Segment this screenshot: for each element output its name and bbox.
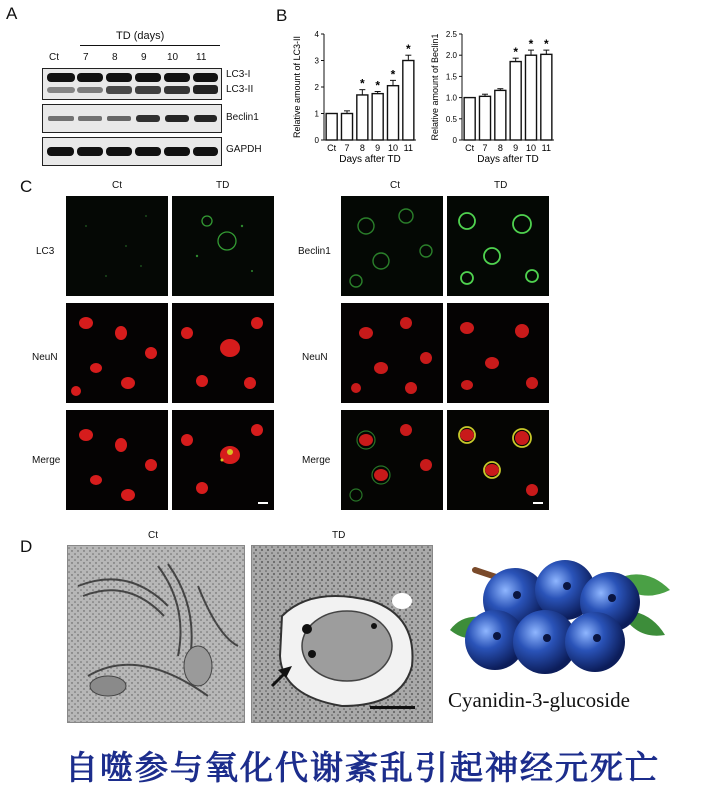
band: [135, 147, 161, 156]
lane-labels: [42, 52, 220, 66]
bar: [341, 114, 352, 141]
band: [78, 116, 102, 121]
band: [77, 87, 103, 93]
bar: [479, 96, 490, 140]
lane-label: 10: [167, 52, 179, 63]
micrograph-merge-ct: [66, 410, 168, 510]
band-label-lc3-2: LC3-II: [226, 84, 254, 95]
x-tick-label: 7: [482, 143, 488, 153]
band: [165, 115, 189, 122]
beclin-bands: [43, 105, 221, 132]
micrograph-lc3-td: [172, 196, 274, 296]
row-label-neun-right: NeuN: [302, 352, 328, 363]
y-tick-label: 2.0: [445, 51, 457, 61]
micrograph-lc3-ct: [66, 196, 168, 296]
significance-star: *: [390, 67, 396, 82]
col-label-ct: Ct: [112, 180, 122, 191]
band-label-beclin: Beclin1: [226, 112, 259, 123]
em-micrograph-ct: [67, 545, 245, 723]
bar: [541, 54, 552, 140]
lc3-bands: [43, 69, 221, 99]
y-tick-label: 2: [314, 83, 319, 92]
y-axis-label: Relative amount of Beclin1: [430, 33, 440, 141]
gapdh-blot: [42, 137, 222, 166]
band: [107, 116, 131, 121]
x-tick-label: 11: [403, 143, 414, 153]
row-label-lc3: LC3: [36, 246, 55, 257]
panel-label-d: D: [20, 537, 33, 556]
bar: [495, 90, 506, 140]
band: [48, 116, 74, 121]
y-tick-label: 0: [452, 136, 457, 145]
band: [164, 73, 190, 82]
y-tick-label: 1.5: [445, 72, 457, 82]
micrograph-beclin1-td: [447, 196, 549, 296]
significance-star: *: [528, 37, 534, 52]
significance-star: *: [375, 78, 381, 93]
band: [136, 115, 160, 122]
scale-bar: [533, 502, 543, 504]
band: [106, 86, 132, 94]
band: [135, 86, 161, 94]
band: [77, 147, 103, 156]
micrograph-neun-td: [172, 303, 274, 403]
bar: [357, 95, 368, 140]
band: [193, 147, 218, 156]
bar: [326, 114, 337, 141]
row-label-merge-right: Merge: [302, 455, 331, 466]
col-label-td: TD: [216, 180, 230, 191]
bar: [403, 61, 414, 141]
x-tick-label: 9: [513, 143, 519, 153]
micrograph-neun-ct-right: [341, 303, 443, 403]
td-days-header: TD (days): [116, 30, 165, 42]
lane-label: 9: [141, 52, 147, 63]
row-label-neun: NeuN: [32, 352, 58, 363]
lc3-blot: [42, 68, 222, 100]
significance-star: *: [405, 42, 411, 57]
significance-star: *: [543, 37, 549, 52]
band: [193, 73, 218, 82]
band: [106, 147, 132, 156]
x-tick-label: 10: [387, 143, 399, 153]
micrograph-neun-td-right: [447, 303, 549, 403]
band: [106, 73, 132, 82]
band: [47, 147, 74, 156]
significance-star: *: [359, 76, 365, 91]
band: [47, 87, 75, 93]
bar: [525, 55, 536, 140]
x-tick-label: 8: [359, 143, 365, 153]
band-label-lc3-1: LC3-I: [226, 69, 251, 80]
row-label-merge: Merge: [32, 455, 61, 466]
td-bracket-line: [80, 45, 220, 46]
band: [164, 147, 190, 156]
x-tick-label: 10: [525, 143, 537, 153]
y-tick-label: 1.0: [445, 93, 457, 103]
x-tick-label: 11: [541, 143, 552, 153]
x-axis-label: Days after TD: [477, 154, 539, 165]
y-tick-label: 0.5: [445, 114, 457, 124]
band-label-gapdh: GAPDH: [226, 144, 262, 155]
x-tick-label: Ct: [465, 143, 475, 153]
compound-label: Cyanidin-3-glucoside: [448, 688, 630, 712]
micrograph-merge-td: [172, 410, 274, 510]
caption-title: 自噬参与氧化代谢紊乱引起神经元死亡: [65, 749, 660, 786]
bar: [510, 62, 521, 140]
em-micrograph-td: [251, 545, 433, 723]
bar: [387, 86, 398, 140]
y-tick-label: 4: [314, 30, 319, 39]
row-label-beclin1: Beclin1: [298, 246, 331, 257]
beclin-blot: [42, 104, 222, 133]
gapdh-bands: [43, 138, 221, 165]
band: [47, 73, 75, 82]
scale-bar: [370, 706, 415, 709]
col-label-ct-em: Ct: [148, 530, 158, 541]
lane-label: 8: [112, 52, 118, 63]
y-tick-label: 3: [314, 56, 319, 66]
y-tick-label: 0: [314, 136, 319, 145]
lane-label: Ct: [49, 52, 59, 63]
lane-label: 11: [196, 52, 207, 63]
col-label-ct-right: Ct: [390, 180, 400, 191]
micrograph-merge-td-right: [447, 410, 549, 510]
band: [193, 85, 218, 94]
x-tick-label: 8: [497, 143, 503, 153]
band: [77, 73, 103, 82]
significance-star: *: [513, 45, 519, 60]
micrograph-merge-ct-right: [341, 410, 443, 510]
y-tick-label: 2.5: [445, 30, 457, 39]
beclin1-bar-chart: [420, 22, 560, 178]
band: [194, 115, 217, 122]
band: [164, 86, 190, 94]
x-tick-label: 9: [375, 143, 381, 153]
micrograph-beclin1-ct: [341, 196, 443, 296]
col-label-td-right: TD: [494, 180, 508, 191]
micrograph-neun-ct: [66, 303, 168, 403]
x-axis-label: Days after TD: [339, 154, 401, 165]
panel-label-c: C: [20, 177, 33, 196]
x-tick-label: 7: [344, 143, 350, 153]
bar: [372, 94, 383, 140]
y-axis-label: Relative amount of LC3-II: [292, 35, 302, 139]
panel-label-a: A: [6, 4, 18, 23]
scale-bar: [258, 502, 268, 504]
band: [135, 73, 161, 82]
col-label-td-em: TD: [332, 530, 346, 541]
lc3-ii-bar-chart: [282, 22, 422, 178]
blueberry-illustration: [445, 550, 675, 680]
x-tick-label: Ct: [327, 143, 337, 153]
y-tick-label: 1: [314, 109, 319, 119]
lane-label: 7: [83, 52, 89, 63]
panel-label-b: B: [276, 6, 288, 25]
bar: [464, 98, 475, 140]
